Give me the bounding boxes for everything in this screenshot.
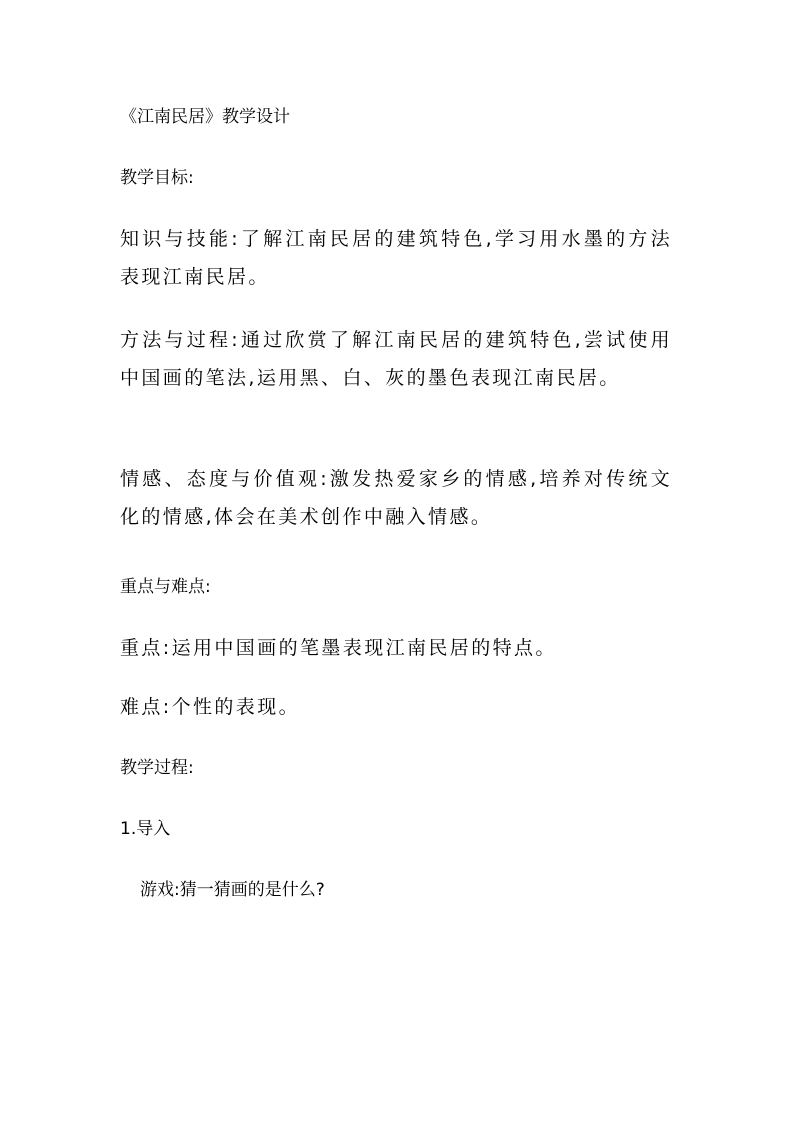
step1-game-text: 游戏:猜一猜画的是什么? bbox=[140, 880, 325, 900]
key-point-paragraph: 重点:运用中国画的笔墨表现江南民居的特点。 bbox=[120, 637, 557, 659]
difficult-point-paragraph: 难点:个性的表现。 bbox=[120, 696, 301, 718]
process-heading: 教学过程: bbox=[120, 758, 194, 778]
document-title: 《江南民居》教学设计 bbox=[120, 107, 290, 127]
method-process-paragraph: 方法与过程:通过欣赏了解江南民居的建筑特色,尝试使用中国画的笔法,运用黑、白、灰的墨色表现江南民居。 bbox=[120, 329, 672, 389]
key-difficult-heading: 重点与难点: bbox=[120, 577, 211, 597]
emotion-values-paragraph: 情感、态度与价值观:激发热爱家乡的情感,培养对传统文化的情感,体会在美术创作中融入情感。 bbox=[120, 468, 672, 528]
knowledge-skill-paragraph: 知识与技能:了解江南民居的建筑特色,学习用水墨的方法表现江南民居。 bbox=[120, 228, 672, 288]
step1-title: 1.导入 bbox=[120, 819, 171, 839]
objectives-heading: 教学目标: bbox=[120, 168, 194, 188]
